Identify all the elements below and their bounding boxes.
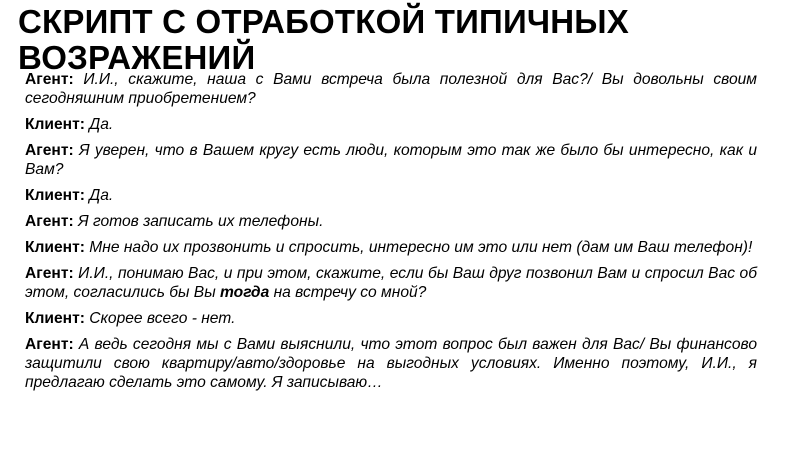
title-line-1: СКРИПТ С ОТРАБОТКОЙ ТИПИЧНЫХ <box>18 3 630 40</box>
page-title <box>18 4 718 76</box>
dialog-turn <box>25 115 757 134</box>
speaker-label: Агент: <box>25 265 74 282</box>
dialog-turn <box>25 264 757 302</box>
utterance-text: Да. <box>84 116 114 133</box>
speaker-label: Агент: <box>25 213 74 230</box>
utterance-text: Мне надо их прозвонить и спросить, интересно им это или нет (дам им Ваш телефон)! <box>84 239 753 256</box>
utterance-text: Я готов записать их телефоны. <box>73 213 324 230</box>
title-line-2: ВОЗРАЖЕНИЙ <box>18 39 256 76</box>
speaker-label: Агент: <box>25 142 74 159</box>
speaker-label: Клиент: <box>25 239 85 256</box>
dialog-turn <box>25 212 757 231</box>
utterance-text: И.И., понимаю Вас, и при этом, скажите, если бы Ваш друг позвонил Вам и спросил Вас об этом, согласились бы Вы <box>25 265 757 301</box>
utterance-text: И.И., скажите, наша с Вами встреча была полезной для Вас?/ Вы довольны своим сегодняшним приобретением? <box>25 71 757 107</box>
speaker-label: Клиент: <box>25 187 85 204</box>
dialog-script <box>25 70 757 399</box>
utterance-text-after: на встречу со мной? <box>269 284 427 301</box>
emphasized-word: тогда <box>220 284 270 301</box>
utterance-text: Да. <box>84 187 114 204</box>
dialog-turn <box>25 70 757 108</box>
speaker-label: Агент: <box>25 336 74 353</box>
speaker-label: Агент: <box>25 71 74 88</box>
utterance-text: Я уверен, что в Вашем кругу есть люди, которым это так же было бы интересно, как и Вам? <box>25 142 757 178</box>
dialog-turn <box>25 186 757 205</box>
speaker-label: Клиент: <box>25 116 85 133</box>
dialog-turn <box>25 238 757 257</box>
utterance-text: Скорее всего - нет. <box>84 310 236 327</box>
speaker-label: Клиент: <box>25 310 85 327</box>
utterance-text: А ведь сегодня мы с Вами выяснили, что этот вопрос был важен для Вас/ Вы финансово защитили свою квартиру/авто/здоровье на выгодных условиях. Именно поэтому, И.И., я предлагаю сделать это самому. Я записываю… <box>25 336 757 391</box>
dialog-turn <box>25 335 757 392</box>
dialog-turn <box>25 309 757 328</box>
dialog-turn <box>25 141 757 179</box>
